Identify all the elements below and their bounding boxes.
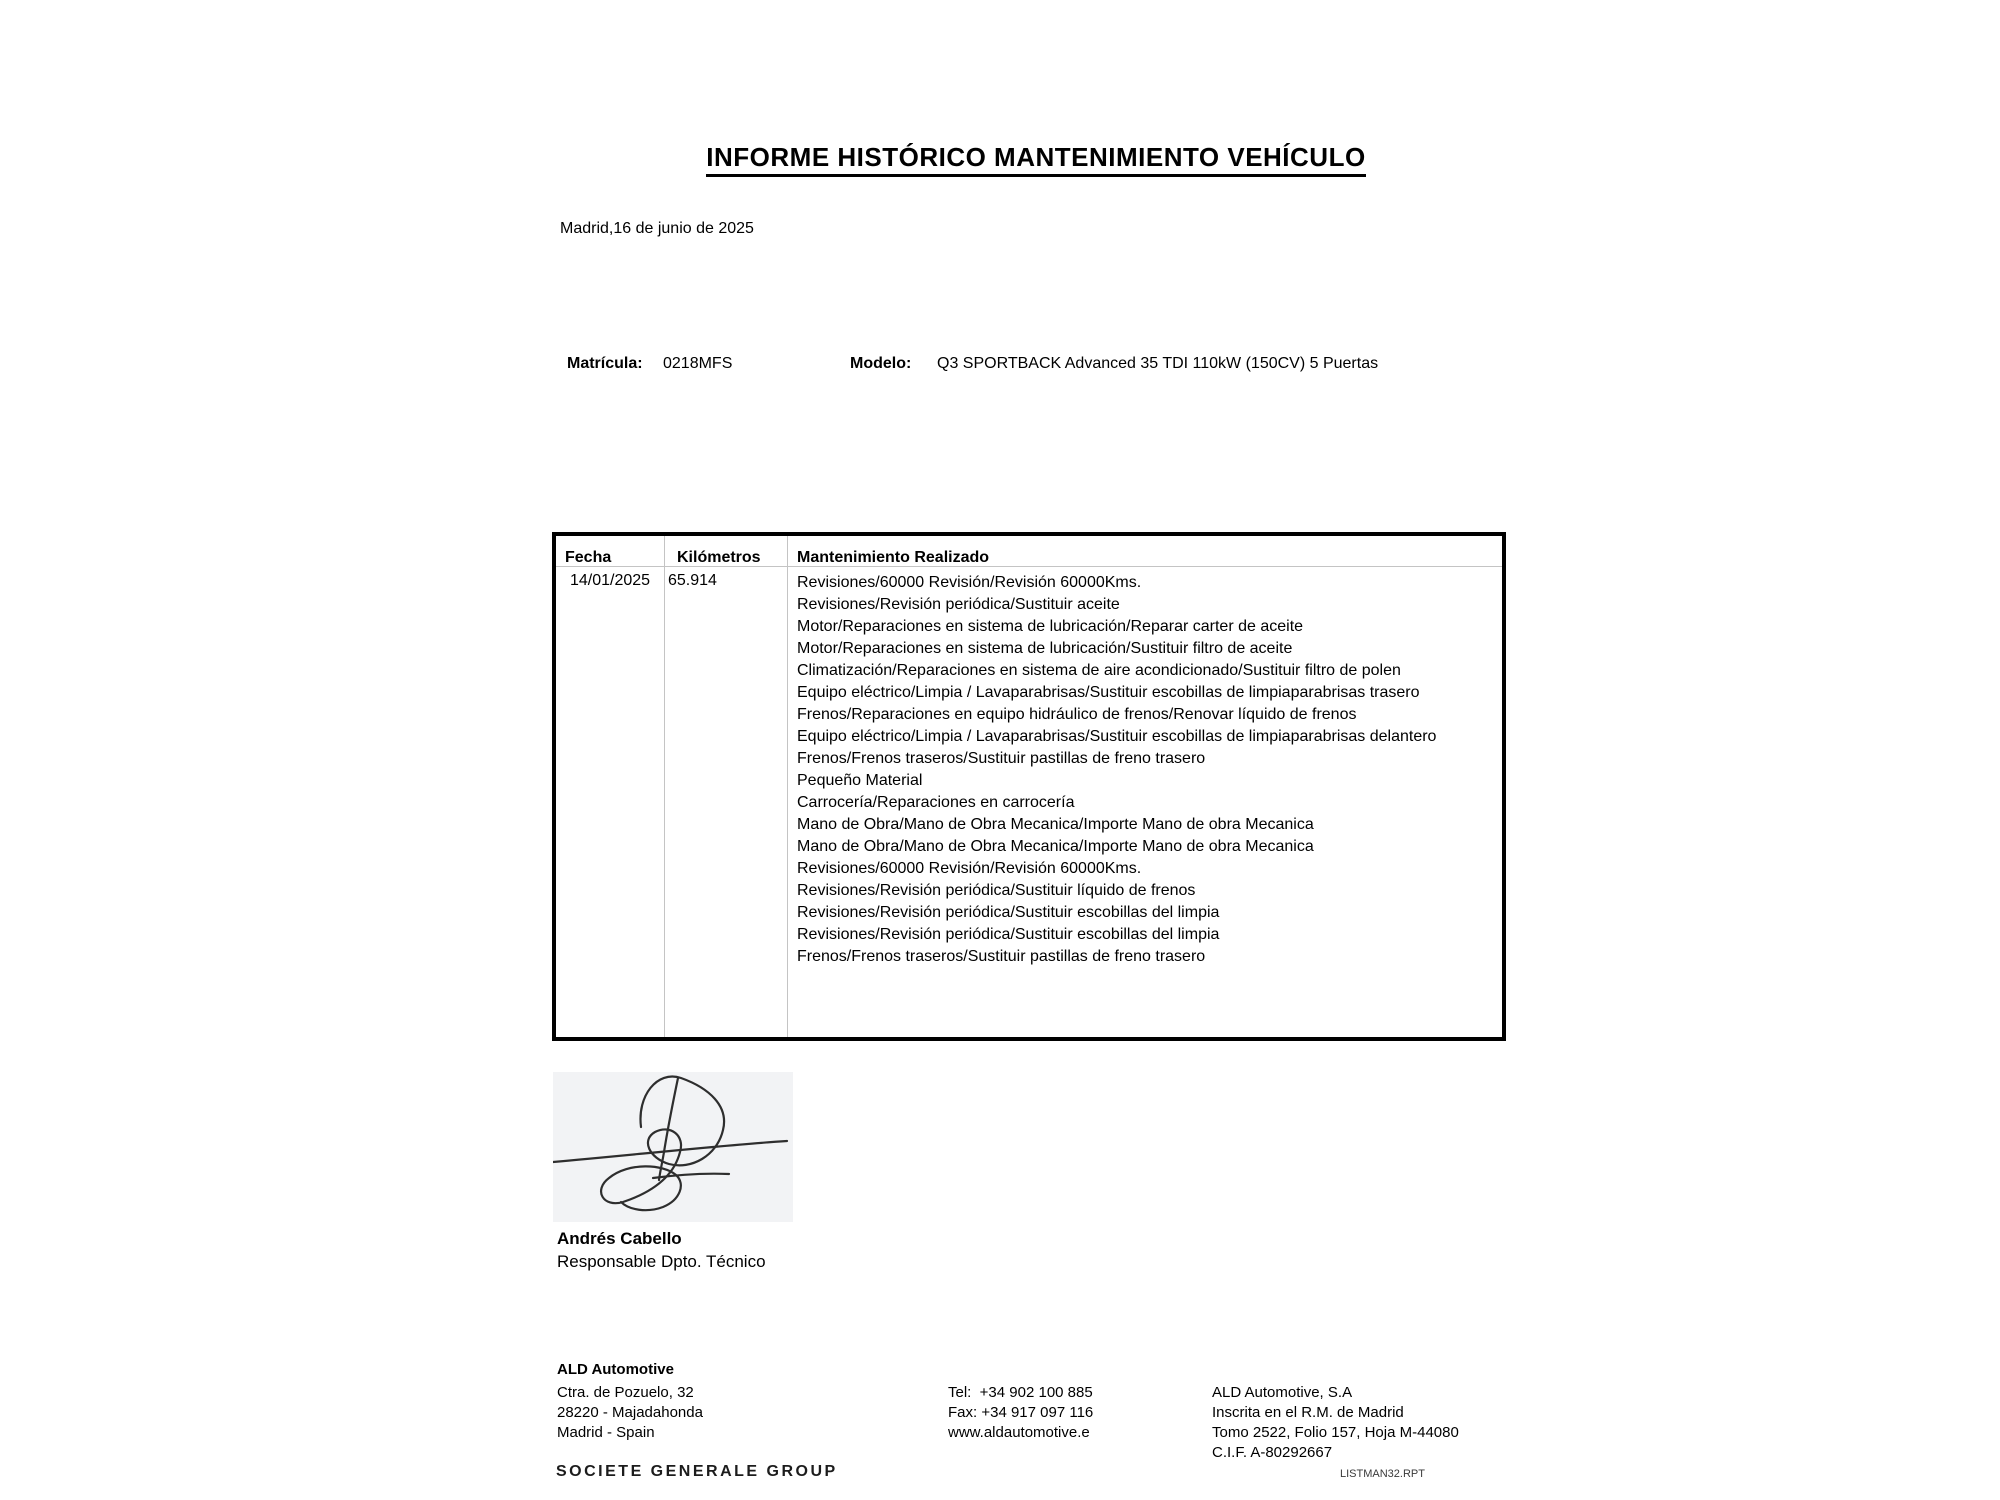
footer-address-line: 28220 - Majadahonda	[557, 1404, 703, 1421]
page-title	[556, 142, 1516, 173]
modelo-label: Modelo:	[850, 355, 912, 372]
signature-scribble	[553, 1072, 793, 1222]
footer-contact-line: www.aldautomotive.e	[948, 1424, 1090, 1441]
maintenance-item: Climatización/Reparaciones en sistema de aire acondicionado/Sustituir filtro de polen	[797, 662, 1401, 679]
footer-legal-line: Inscrita en el R.M. de Madrid	[1212, 1404, 1404, 1421]
maintenance-item: Motor/Reparaciones en sistema de lubricación/Sustituir filtro de aceite	[797, 640, 1293, 657]
column-header-mantenimiento: Mantenimiento Realizado	[797, 549, 990, 566]
maintenance-item: Revisiones/Revisión periódica/Sustituir escobillas del limpia	[797, 926, 1220, 943]
date-line: Madrid,16 de junio de 2025	[560, 220, 754, 237]
signatory-role: Responsable Dpto. Técnico	[557, 1252, 766, 1271]
societe-generale-group-logo: SOCIETE GENERALE GROUP	[556, 1463, 838, 1480]
maintenance-item: Motor/Reparaciones en sistema de lubricación/Reparar carter de aceite	[797, 618, 1304, 635]
footer-legal-line: ALD Automotive, S.A	[1212, 1384, 1353, 1401]
page-title-text: INFORME HISTÓRICO MANTENIMIENTO VEHÍCULO	[706, 142, 1365, 177]
matricula-label: Matrícula:	[567, 355, 643, 372]
cell-kilometros: 65.914	[668, 572, 717, 589]
maintenance-history-table	[552, 532, 1506, 1041]
maintenance-item: Mano de Obra/Mano de Obra Mecanica/Importe Mano de obra Mecanica	[797, 816, 1314, 833]
modelo-value: Q3 SPORTBACK Advanced 35 TDI 110kW (150CV) 5 Puertas	[937, 355, 1379, 372]
signatory-name: Andrés Cabello	[557, 1229, 682, 1248]
column-header-kilometros: Kilómetros	[677, 549, 761, 566]
maintenance-item: Revisiones/Revisión periódica/Sustituir escobillas del limpia	[797, 904, 1220, 921]
footer-contact	[948, 1383, 1093, 1443]
footer-company-name: ALD Automotive	[557, 1361, 674, 1378]
column-divider-fecha-km	[664, 536, 665, 1037]
cell-mantenimiento-list	[797, 572, 1447, 968]
cell-fecha: 14/01/2025	[570, 572, 651, 589]
footer-legal-line: Tomo 2522, Folio 157, Hoja M-44080	[1212, 1424, 1459, 1441]
column-header-fecha: Fecha	[565, 549, 612, 566]
report-file-name: LISTMAN32.RPT	[1340, 1468, 1425, 1480]
maintenance-item: Revisiones/Revisión periódica/Sustituir aceite	[797, 596, 1120, 613]
footer-contact-line: Fax: +34 917 097 116	[948, 1404, 1094, 1421]
maintenance-item: Frenos/Frenos traseros/Sustituir pastillas de freno trasero	[797, 948, 1206, 965]
maintenance-item: Mano de Obra/Mano de Obra Mecanica/Importe Mano de obra Mecanica	[797, 838, 1314, 855]
maintenance-item: Revisiones/60000 Revisión/Revisión 60000Kms.	[797, 860, 1142, 877]
maintenance-item: Equipo eléctrico/Limpia / Lavaparabrisas/Sustituir escobillas de limpiaparabrisas trasero	[797, 684, 1420, 701]
footer-address	[557, 1383, 703, 1443]
maintenance-item: Revisiones/60000 Revisión/Revisión 60000Kms.	[797, 574, 1142, 591]
footer-legal	[1212, 1383, 1459, 1463]
footer-address-line: Madrid - Spain	[557, 1424, 655, 1441]
maintenance-item: Carrocería/Reparaciones en carrocería	[797, 794, 1075, 811]
maintenance-item: Frenos/Reparaciones en equipo hidráulico de frenos/Renovar líquido de frenos	[797, 706, 1357, 723]
signature-image	[553, 1072, 793, 1222]
footer-address-line: Ctra. de Pozuelo, 32	[557, 1384, 694, 1401]
footer-contact-line: Tel: +34 902 100 885	[948, 1384, 1093, 1401]
column-divider-km-mant	[787, 536, 788, 1037]
maintenance-item: Equipo eléctrico/Limpia / Lavaparabrisas/Sustituir escobillas de limpiaparabrisas delantero	[797, 728, 1437, 745]
maintenance-item: Frenos/Frenos traseros/Sustituir pastillas de freno trasero	[797, 750, 1206, 767]
matricula-value: 0218MFS	[663, 355, 733, 372]
maintenance-item: Pequeño Material	[797, 772, 923, 789]
maintenance-item: Revisiones/Revisión periódica/Sustituir líquido de frenos	[797, 882, 1196, 899]
footer-legal-line: C.I.F. A-80292667	[1212, 1444, 1333, 1461]
